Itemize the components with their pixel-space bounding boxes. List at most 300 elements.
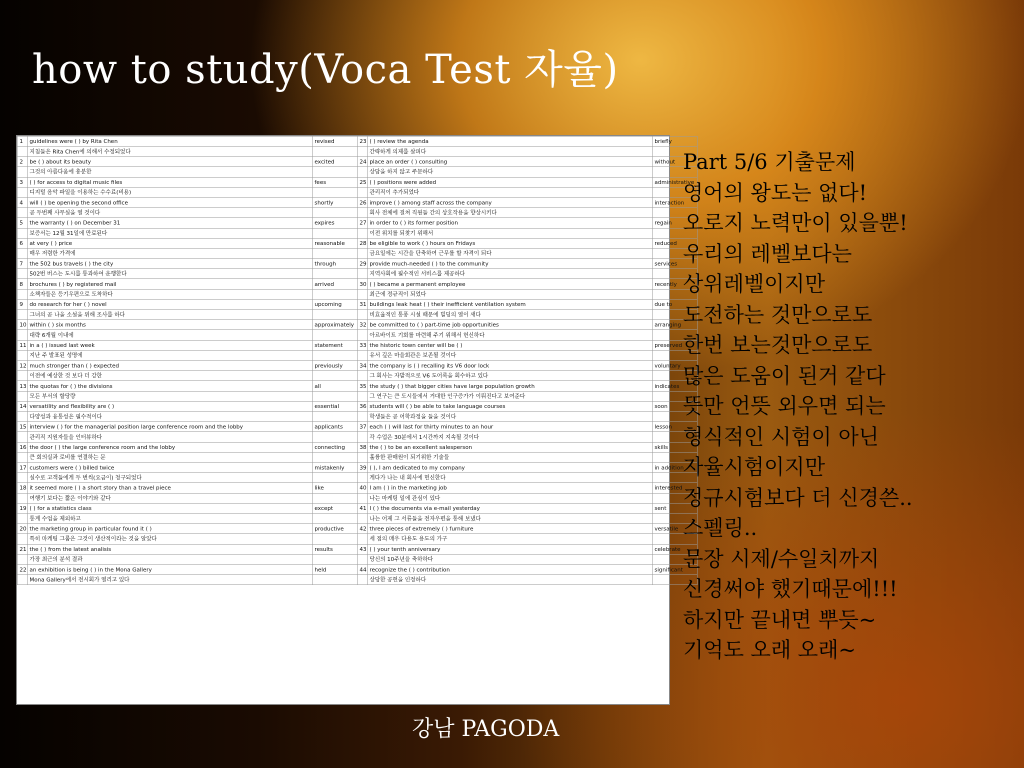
table-cell: 곧 두번째 사무실을 열 것이다: [27, 208, 312, 218]
table-cell: 24: [357, 157, 367, 167]
table-cell: indicates: [652, 381, 697, 391]
table-cell: place an order ( ) consulting: [367, 157, 652, 167]
table-cell: 나는 어제 그 서류들을 전자우편을 통해 보냈다: [367, 513, 652, 523]
table-cell: 37: [357, 422, 367, 432]
vocab-table: [17, 136, 698, 585]
note-line: Part 5/6 기출문제: [683, 150, 856, 174]
table-cell: the door ( ) the large conference room and the lobby: [27, 442, 312, 452]
table-cell: 그것의 아름다움에 흥분한: [27, 167, 312, 177]
table-row: [17, 299, 697, 309]
table-row: [17, 483, 697, 493]
table-row: [17, 493, 697, 503]
table-cell: [357, 269, 367, 279]
table-cell: [357, 473, 367, 483]
table-cell: [312, 187, 357, 197]
table-cell: 이전에 예상한 것 보다 더 강한: [27, 371, 312, 381]
table-cell: 25: [357, 177, 367, 187]
table-cell: 17: [17, 463, 27, 473]
table-cell: the study ( ) that bigger cities have large population growth: [367, 381, 652, 391]
note-line: 상위레벨이지만: [683, 272, 826, 296]
table-cell: 502번 버스는 도시를 통과하여 운행한다: [27, 269, 312, 279]
table-cell: [17, 452, 27, 462]
table-cell: 당신의 10주년을 축하하다: [367, 554, 652, 564]
table-cell: 3: [17, 177, 27, 187]
table-cell: statement: [312, 340, 357, 350]
table-cell: [357, 167, 367, 177]
table-cell: 관리직 지원자들을 인터뷰하다: [27, 432, 312, 442]
table-cell: ( ), I am dedicated to my company: [367, 463, 652, 473]
table-cell: [357, 248, 367, 258]
table-cell: [357, 330, 367, 340]
table-cell: [357, 493, 367, 503]
table-cell: applicants: [312, 422, 357, 432]
table-cell: 소책자들은 등기우편으로 도착하다: [27, 289, 312, 299]
table-cell: be committed to ( ) part-time job opportunities: [367, 320, 652, 330]
note-line: 기억도 오래 오래~: [683, 638, 856, 662]
table-cell: 대략 6개월 이내에: [27, 330, 312, 340]
table-cell: 그 회사는 자발적으로 V6 도어록을 회수하고 있다: [367, 371, 652, 381]
table-row: [17, 146, 697, 156]
table-cell: 상담을 하지 않고 주문하다: [367, 167, 652, 177]
table-cell: briefly: [652, 136, 697, 146]
table-row: [17, 238, 697, 248]
table-cell: [357, 228, 367, 238]
table-row: [17, 320, 697, 330]
table-cell: brochures ( ) by registered mail: [27, 279, 312, 289]
note-line: 도전하는 것만으로도: [683, 302, 873, 327]
table-row: [17, 350, 697, 360]
table-cell: 가장 최근의 분석 결과: [27, 554, 312, 564]
table-cell: ( ) for a statistics class: [27, 503, 312, 513]
table-cell: 38: [357, 442, 367, 452]
table-cell: 관리직이 추가되었다: [367, 187, 652, 197]
table-cell: 큰 회의실과 로비를 연결하는 문: [27, 452, 312, 462]
table-cell: [17, 371, 27, 381]
table-cell: customers were ( ) billed twice: [27, 463, 312, 473]
table-cell: ( ) review the agenda: [367, 136, 652, 146]
table-cell: 39: [357, 463, 367, 473]
note-line: 하지만 끝내면 뿌듯~: [683, 607, 877, 632]
table-row: [17, 330, 697, 340]
table-cell: all: [312, 381, 357, 391]
table-cell: 29: [357, 259, 367, 269]
table-cell: 보증서는 12월 31일에 만료된다: [27, 228, 312, 238]
table-cell: services: [652, 259, 697, 269]
table-cell: like: [312, 483, 357, 493]
notes-text: [683, 147, 913, 666]
footer-label: 강남 PAGODA: [412, 717, 560, 742]
note-line: 오로지 노력만이 있을뿐!: [683, 211, 908, 235]
table-cell: essential: [312, 401, 357, 411]
table-cell: [312, 310, 357, 320]
table-cell: within ( ) six months: [27, 320, 312, 330]
table-cell: interview ( ) for the managerial position large conference room and the lobby: [27, 422, 312, 432]
table-cell: upcoming: [312, 299, 357, 309]
table-cell: expires: [312, 218, 357, 228]
slide-title: how to study(Voca Test 자율): [32, 47, 619, 93]
table-cell: 10: [17, 320, 27, 330]
note-line: 스펠링..: [683, 516, 758, 540]
table-cell: 41: [357, 503, 367, 513]
note-line: 자율시험이지만: [683, 455, 826, 479]
table-cell: ( ) became a permanent employee: [367, 279, 652, 289]
table-cell: 상당한 공헌을 인정하다: [367, 575, 652, 585]
table-cell: 12: [17, 361, 27, 371]
table-cell: the ( ) from the latest analisis: [27, 544, 312, 554]
table-cell: guidelines were ( ) by Rita Chen: [27, 136, 312, 146]
table-cell: 22: [17, 564, 27, 574]
table-cell: 21: [17, 544, 27, 554]
table-cell: 6: [17, 238, 27, 248]
table-cell: 42: [357, 524, 367, 534]
table-row: [17, 412, 697, 422]
table-cell: [17, 187, 27, 197]
table-cell: [357, 412, 367, 422]
table-cell: [17, 432, 27, 442]
table-cell: 14: [17, 401, 27, 411]
note-line: 우리의 레벨보다는: [683, 241, 852, 266]
table-cell: provide much-needed ( ) to the community: [367, 259, 652, 269]
table-cell: [312, 554, 357, 564]
table-cell: 20: [17, 524, 27, 534]
table-cell: the historic town center will be ( ): [367, 340, 652, 350]
table-cell: 28: [357, 238, 367, 248]
table-cell: 최근에 정규직이 되었다: [367, 289, 652, 299]
table-cell: voluntary: [652, 361, 697, 371]
table-row: [17, 381, 697, 391]
table-row: [17, 544, 697, 554]
table-cell: [312, 146, 357, 156]
table-cell: 9: [17, 299, 27, 309]
table-cell: [312, 228, 357, 238]
table-cell: [312, 452, 357, 462]
table-cell: [17, 167, 27, 177]
table-cell: [17, 330, 27, 340]
table-cell: 16: [17, 442, 27, 452]
table-cell: 11: [17, 340, 27, 350]
table-row: [17, 269, 697, 279]
table-cell: I ( ) the documents via e-mail yesterday: [367, 503, 652, 513]
table-cell: will ( ) be opening the second office: [27, 197, 312, 207]
table-cell: 31: [357, 299, 367, 309]
table-cell: 세 점의 매우 다용도 용도의 가구: [367, 534, 652, 544]
table-cell: [312, 167, 357, 177]
table-cell: 4: [17, 197, 27, 207]
table-cell: [17, 391, 27, 401]
table-cell: arranging: [652, 320, 697, 330]
table-cell: 이전 위치를 되찾기 위해서: [367, 228, 652, 238]
table-cell: in order to ( ) its former position: [367, 218, 652, 228]
table-cell: [17, 269, 27, 279]
table-cell: excited: [312, 157, 357, 167]
table-cell: 그 연구는 큰 도시들에서 거대한 인구증가가 이뤄진다고 보여준다: [367, 391, 652, 401]
note-line: 영어의 왕도는 없다!: [683, 180, 868, 205]
table-cell: reasonable: [312, 238, 357, 248]
table-row: [17, 361, 697, 371]
table-row: [17, 503, 697, 513]
table-cell: previously: [312, 361, 357, 371]
table-row: [17, 167, 697, 177]
table-cell: [17, 289, 27, 299]
table-row: [17, 401, 697, 411]
table-cell: 여행기 보다는 짧은 이야기와 같다: [27, 493, 312, 503]
table-cell: ( ) your tenth anniversary: [367, 544, 652, 554]
table-cell: 디지털 음악 파일을 이용하는 수수료(비용): [27, 187, 312, 197]
table-cell: [17, 534, 27, 544]
table-row: [17, 197, 697, 207]
table-row: [17, 575, 697, 585]
table-cell: results: [312, 544, 357, 554]
table-cell: recently: [652, 279, 697, 289]
table-cell: 26: [357, 197, 367, 207]
table-row: [17, 554, 697, 564]
table-cell: 13: [17, 381, 27, 391]
table-cell: [17, 493, 27, 503]
table-cell: 40: [357, 483, 367, 493]
table-cell: ( ) positions were added: [367, 177, 652, 187]
table-cell: [357, 513, 367, 523]
table-row: [17, 452, 697, 462]
table-row: [17, 534, 697, 544]
table-cell: 44: [357, 564, 367, 574]
table-cell: [312, 473, 357, 483]
table-cell: arrived: [312, 279, 357, 289]
table-cell: 그녀의 곧 나올 소설을 위해 조사를 하다: [27, 310, 312, 320]
table-cell: 30: [357, 279, 367, 289]
table-cell: [17, 412, 27, 422]
table-row: [17, 432, 697, 442]
table-cell: except: [312, 503, 357, 513]
table-cell: I am ( ) in the marketing job: [367, 483, 652, 493]
table-cell: 다양성과 융통성은 필수적이다: [27, 412, 312, 422]
table-cell: 유서 깊은 마을회관은 보존될 것이다: [367, 350, 652, 360]
table-cell: 게다가 나는 내 회사에 헌신한다: [367, 473, 652, 483]
table-cell: 지침들은 Rita Chen에 의해서 수정되었다: [27, 146, 312, 156]
table-cell: [17, 350, 27, 360]
table-cell: the marketing group in particular found it ( ): [27, 524, 312, 534]
table-cell: 32: [357, 320, 367, 330]
table-cell: interested: [652, 483, 697, 493]
table-cell: reduced: [652, 238, 697, 248]
table-cell: [357, 554, 367, 564]
table-cell: much stronger than ( ) expected: [27, 361, 312, 371]
table-cell: recognize the ( ) contribution: [367, 564, 652, 574]
table-cell: 각 수업은 30분에서 1시간까지 지속될 것이다: [367, 432, 652, 442]
table-cell: [312, 248, 357, 258]
note-line: 형식적인 시험이 아닌: [683, 424, 879, 449]
table-cell: [312, 575, 357, 585]
table-cell: 지난 주 발표된 성명에: [27, 350, 312, 360]
table-row: [17, 524, 697, 534]
table-cell: be eligible to work ( ) hours on Fridays: [367, 238, 652, 248]
table-cell: 모든 부서의 할당량: [27, 391, 312, 401]
table-cell: [17, 473, 27, 483]
table-cell: held: [312, 564, 357, 574]
table-cell: 35: [357, 381, 367, 391]
table-cell: Mona Gallery에서 전시회가 열리고 있다: [27, 575, 312, 585]
table-cell: [17, 513, 27, 523]
note-line: 한번 보는것만으로도: [683, 333, 873, 357]
table-cell: soon: [652, 401, 697, 411]
table-cell: [17, 208, 27, 218]
note-line: 정규시험보다 더 신경쓴..: [683, 485, 913, 510]
table-cell: [17, 228, 27, 238]
table-row: [17, 463, 697, 473]
table-cell: [17, 248, 27, 258]
table-cell: interaction: [652, 197, 697, 207]
table-cell: [17, 575, 27, 585]
table-cell: 간략하게 의제를 살피다: [367, 146, 652, 156]
table-cell: [357, 432, 367, 442]
table-cell: regain: [652, 218, 697, 228]
table-cell: 매우 저렴한 가격에: [27, 248, 312, 258]
table-cell: shortly: [312, 197, 357, 207]
table-cell: 34: [357, 361, 367, 371]
table-row: [17, 513, 697, 523]
table-cell: fees: [312, 177, 357, 187]
table-cell: versatility and flexibility are ( ): [27, 401, 312, 411]
table-row: [17, 218, 697, 228]
table-cell: 19: [17, 503, 27, 513]
table-cell: [357, 187, 367, 197]
table-row: [17, 208, 697, 218]
table-cell: do research for her ( ) novel: [27, 299, 312, 309]
table-row: [17, 228, 697, 238]
table-cell: [357, 575, 367, 585]
note-line: 뜻만 언뜻 외우면 되는: [683, 394, 886, 418]
table-cell: 아르바이트 기회를 마련해 주기 위해서 헌신하다: [367, 330, 652, 340]
table-cell: [357, 534, 367, 544]
table-cell: an exhibition is being ( ) in the Mona Gallery: [27, 564, 312, 574]
table-cell: revised: [312, 136, 357, 146]
note-line: 문장 시제/수일치까지: [683, 546, 880, 571]
table-cell: [312, 371, 357, 381]
table-cell: ( ) for access to digital music files: [27, 177, 312, 187]
table-cell: three pieces of extremely ( ) furniture: [367, 524, 652, 534]
table-cell: 회사 전체에 걸쳐 직원들 간의 상호작용을 향상시키다: [367, 208, 652, 218]
table-row: [17, 136, 697, 146]
table-cell: mistakenly: [312, 463, 357, 473]
table-cell: [357, 208, 367, 218]
table-cell: buildings leak heat ( ) their inefficient ventilation system: [367, 299, 652, 309]
table-cell: skills: [652, 442, 697, 452]
table-cell: [17, 554, 27, 564]
table-cell: in a ( ) issued last week: [27, 340, 312, 350]
table-cell: 43: [357, 544, 367, 554]
table-cell: 실수로 고객들에게 두 번씩(요금이) 청구되었다: [27, 473, 312, 483]
table-cell: the warranty ( ) on December 31: [27, 218, 312, 228]
table-cell: 특히 마케팅 그룹은 그것이 생산적이라는 것을 알았다: [27, 534, 312, 544]
table-cell: 훌륭한 판매원이 되기위한 기술들: [367, 452, 652, 462]
table-cell: 지역사회에 필수적인 서비스를 제공하다: [367, 269, 652, 279]
table-cell: [312, 412, 357, 422]
table-cell: 27: [357, 218, 367, 228]
note-line: 많은 도움이 된거 같다: [683, 363, 886, 388]
table-cell: 1: [17, 136, 27, 146]
table-cell: 23: [357, 136, 367, 146]
table-row: [17, 289, 697, 299]
table-cell: improve ( ) among staff across the company: [367, 197, 652, 207]
table-row: [17, 279, 697, 289]
table-row: [17, 310, 697, 320]
table-cell: sent: [652, 503, 697, 513]
table-cell: [17, 310, 27, 320]
table-cell: [312, 432, 357, 442]
table-cell: [312, 534, 357, 544]
table-cell: [357, 289, 367, 299]
table-cell: [312, 208, 357, 218]
table-cell: each ( ) will last for thirty minutes to an hour: [367, 422, 652, 432]
table-row: [17, 187, 697, 197]
table-cell: 통계 수업을 제외하고: [27, 513, 312, 523]
table-cell: 36: [357, 401, 367, 411]
table-cell: [312, 330, 357, 340]
table-row: [17, 177, 697, 187]
table-cell: [312, 513, 357, 523]
table-cell: administrative: [652, 177, 697, 187]
table-cell: the company is ( ) recalling its V6 door lock: [367, 361, 652, 371]
table-cell: approximately: [312, 320, 357, 330]
table-cell: [312, 391, 357, 401]
table-cell: 금요일에는 시간을 단축하여 근무를 할 자격이 되다: [367, 248, 652, 258]
table-cell: students will ( ) be able to take language courses: [367, 401, 652, 411]
table-cell: 7: [17, 259, 27, 269]
table-cell: 18: [17, 483, 27, 493]
table-row: [17, 422, 697, 432]
table-cell: [357, 391, 367, 401]
table-cell: [312, 289, 357, 299]
table-cell: [357, 310, 367, 320]
table-cell: 비효율적인 통풍 시설 때문에 빌딩의 열이 새다: [367, 310, 652, 320]
table-cell: [312, 350, 357, 360]
table-cell: significant: [652, 564, 697, 574]
table-cell: in addition: [652, 463, 697, 473]
table-cell: the ( ) to be an excellent salesperson: [367, 442, 652, 452]
table-row: [17, 564, 697, 574]
table-cell: 33: [357, 340, 367, 350]
table-cell: versatile: [652, 524, 697, 534]
table-row: [17, 442, 697, 452]
table-cell: 2: [17, 157, 27, 167]
table-cell: be ( ) about its beauty: [27, 157, 312, 167]
table-cell: 15: [17, 422, 27, 432]
table-row: [17, 157, 697, 167]
table-cell: [17, 146, 27, 156]
table-cell: lesson: [652, 422, 697, 432]
table-cell: 나는 마케팅 일에 관심이 있다: [367, 493, 652, 503]
table-cell: productive: [312, 524, 357, 534]
table-row: [17, 340, 697, 350]
table-cell: 5: [17, 218, 27, 228]
table-cell: [357, 452, 367, 462]
table-cell: at very ( ) price: [27, 238, 312, 248]
table-cell: preserved: [652, 340, 697, 350]
table-row: [17, 371, 697, 381]
table-cell: 8: [17, 279, 27, 289]
table-row: [17, 473, 697, 483]
table-cell: due to: [652, 299, 697, 309]
table-cell: through: [312, 259, 357, 269]
table-cell: [357, 350, 367, 360]
table-cell: [357, 371, 367, 381]
table-row: [17, 259, 697, 269]
table-cell: without: [652, 157, 697, 167]
table-cell: the quotas for ( ) the divisions: [27, 381, 312, 391]
table-cell: [312, 493, 357, 503]
table-cell: [312, 269, 357, 279]
table-row: [17, 248, 697, 258]
table-cell: 학생들은 곧 어학과정을 들을 것이다: [367, 412, 652, 422]
